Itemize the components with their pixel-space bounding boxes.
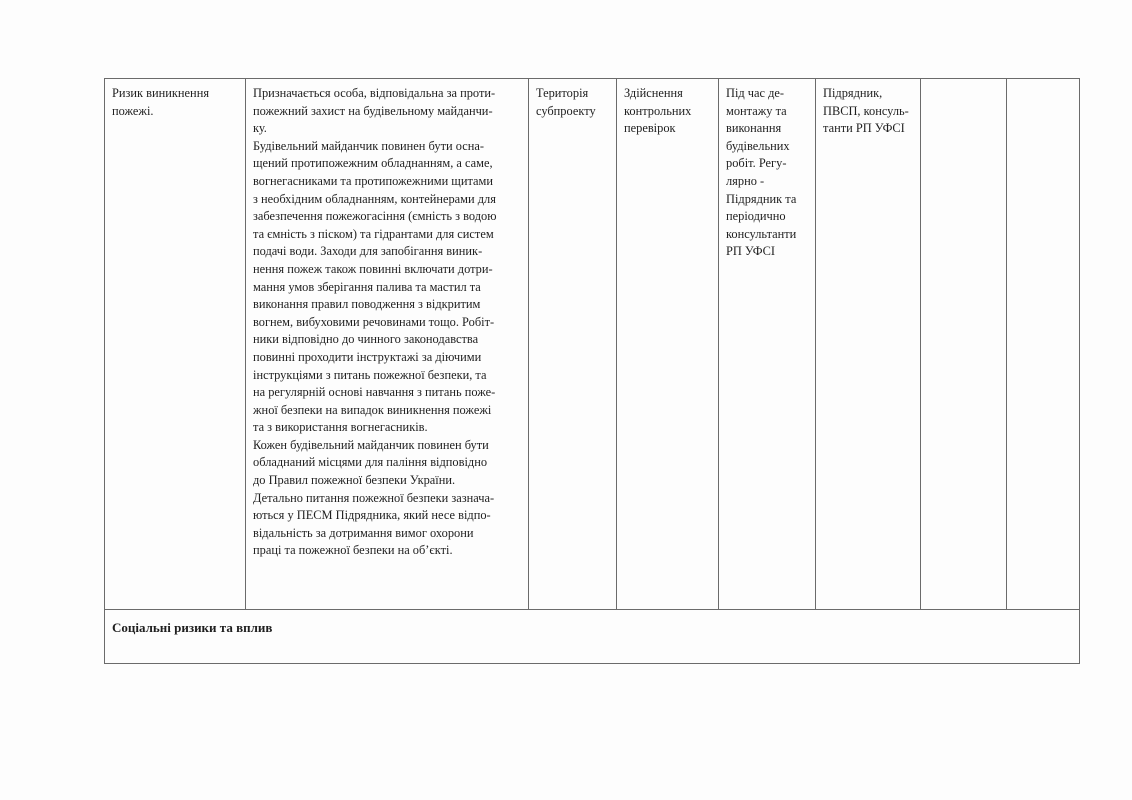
frequency-cell	[719, 79, 816, 610]
location-text: Територія субпроекту	[536, 86, 596, 118]
empty-cell-7	[921, 79, 1007, 610]
method-text: Здійснення контрольних перевірок	[624, 86, 692, 136]
frequency-text: Під час де- монтажу та виконання будівельних робіт. Регу- лярно - Підрядник та періодично консультанти РП УФСІ	[726, 86, 797, 259]
section-header: Соціальні ризики та вплив	[105, 610, 1080, 664]
location-cell	[529, 79, 617, 610]
mitigation-table	[104, 78, 1080, 664]
measures-paragraph: Призначається особа, відповідальна за проти- пожежний захист на будівельному майданчи- ку.	[253, 86, 496, 136]
measures-cell	[246, 79, 529, 610]
empty-cell-8	[1007, 79, 1080, 610]
measures-paragraph: Детально питання пожежної безпеки зазнача- ються у ПЕСМ Підрядника, який несе відпо- відальність за дотримання вимог охорони праці та пожежної безпеки на об’єкті.	[253, 490, 495, 558]
risk-cell	[105, 79, 246, 610]
risk-text: Ризик виникнення пожежі.	[112, 86, 210, 118]
method-cell	[617, 79, 719, 610]
responsible-cell	[816, 79, 921, 610]
measures-paragraph: Будівельний майданчик повинен бути осна- щений протипожежним обладнанням, а саме, вогнегасниками та протипожежними щитами з необхідним обладнанням, контейнерами для забезпечення пожежогасіння (ємність з водою та ємність з піском) та гідрантами для систем подачі води. Заходи для запобігання виник- нення пожеж також повинні включати дотри- мання умов зберігання палива та мастил та виконання правил поводження з відкритим вогнем, вибуховими речовинами тощо. Робіт- ники відповідно до чинного законодавства повинні проходити інструктажі за діючими інструкціями з питань пожежної безпеки, та на регулярній основі навчання з питань поже- жної безпеки на випадок виникнення пожежі та з використання вогнегасників.	[253, 138, 497, 435]
table-row-fire-risk	[105, 79, 1080, 610]
table-row-section-header	[105, 610, 1080, 664]
measures-paragraph: Кожен будівельний майданчик повинен бути обладнаний місцями для паління відповідно до Правил пожежної безпеки України.	[253, 437, 489, 488]
responsible-text: Підрядник, ПВСП, консуль- танти РП УФСІ	[823, 86, 909, 136]
